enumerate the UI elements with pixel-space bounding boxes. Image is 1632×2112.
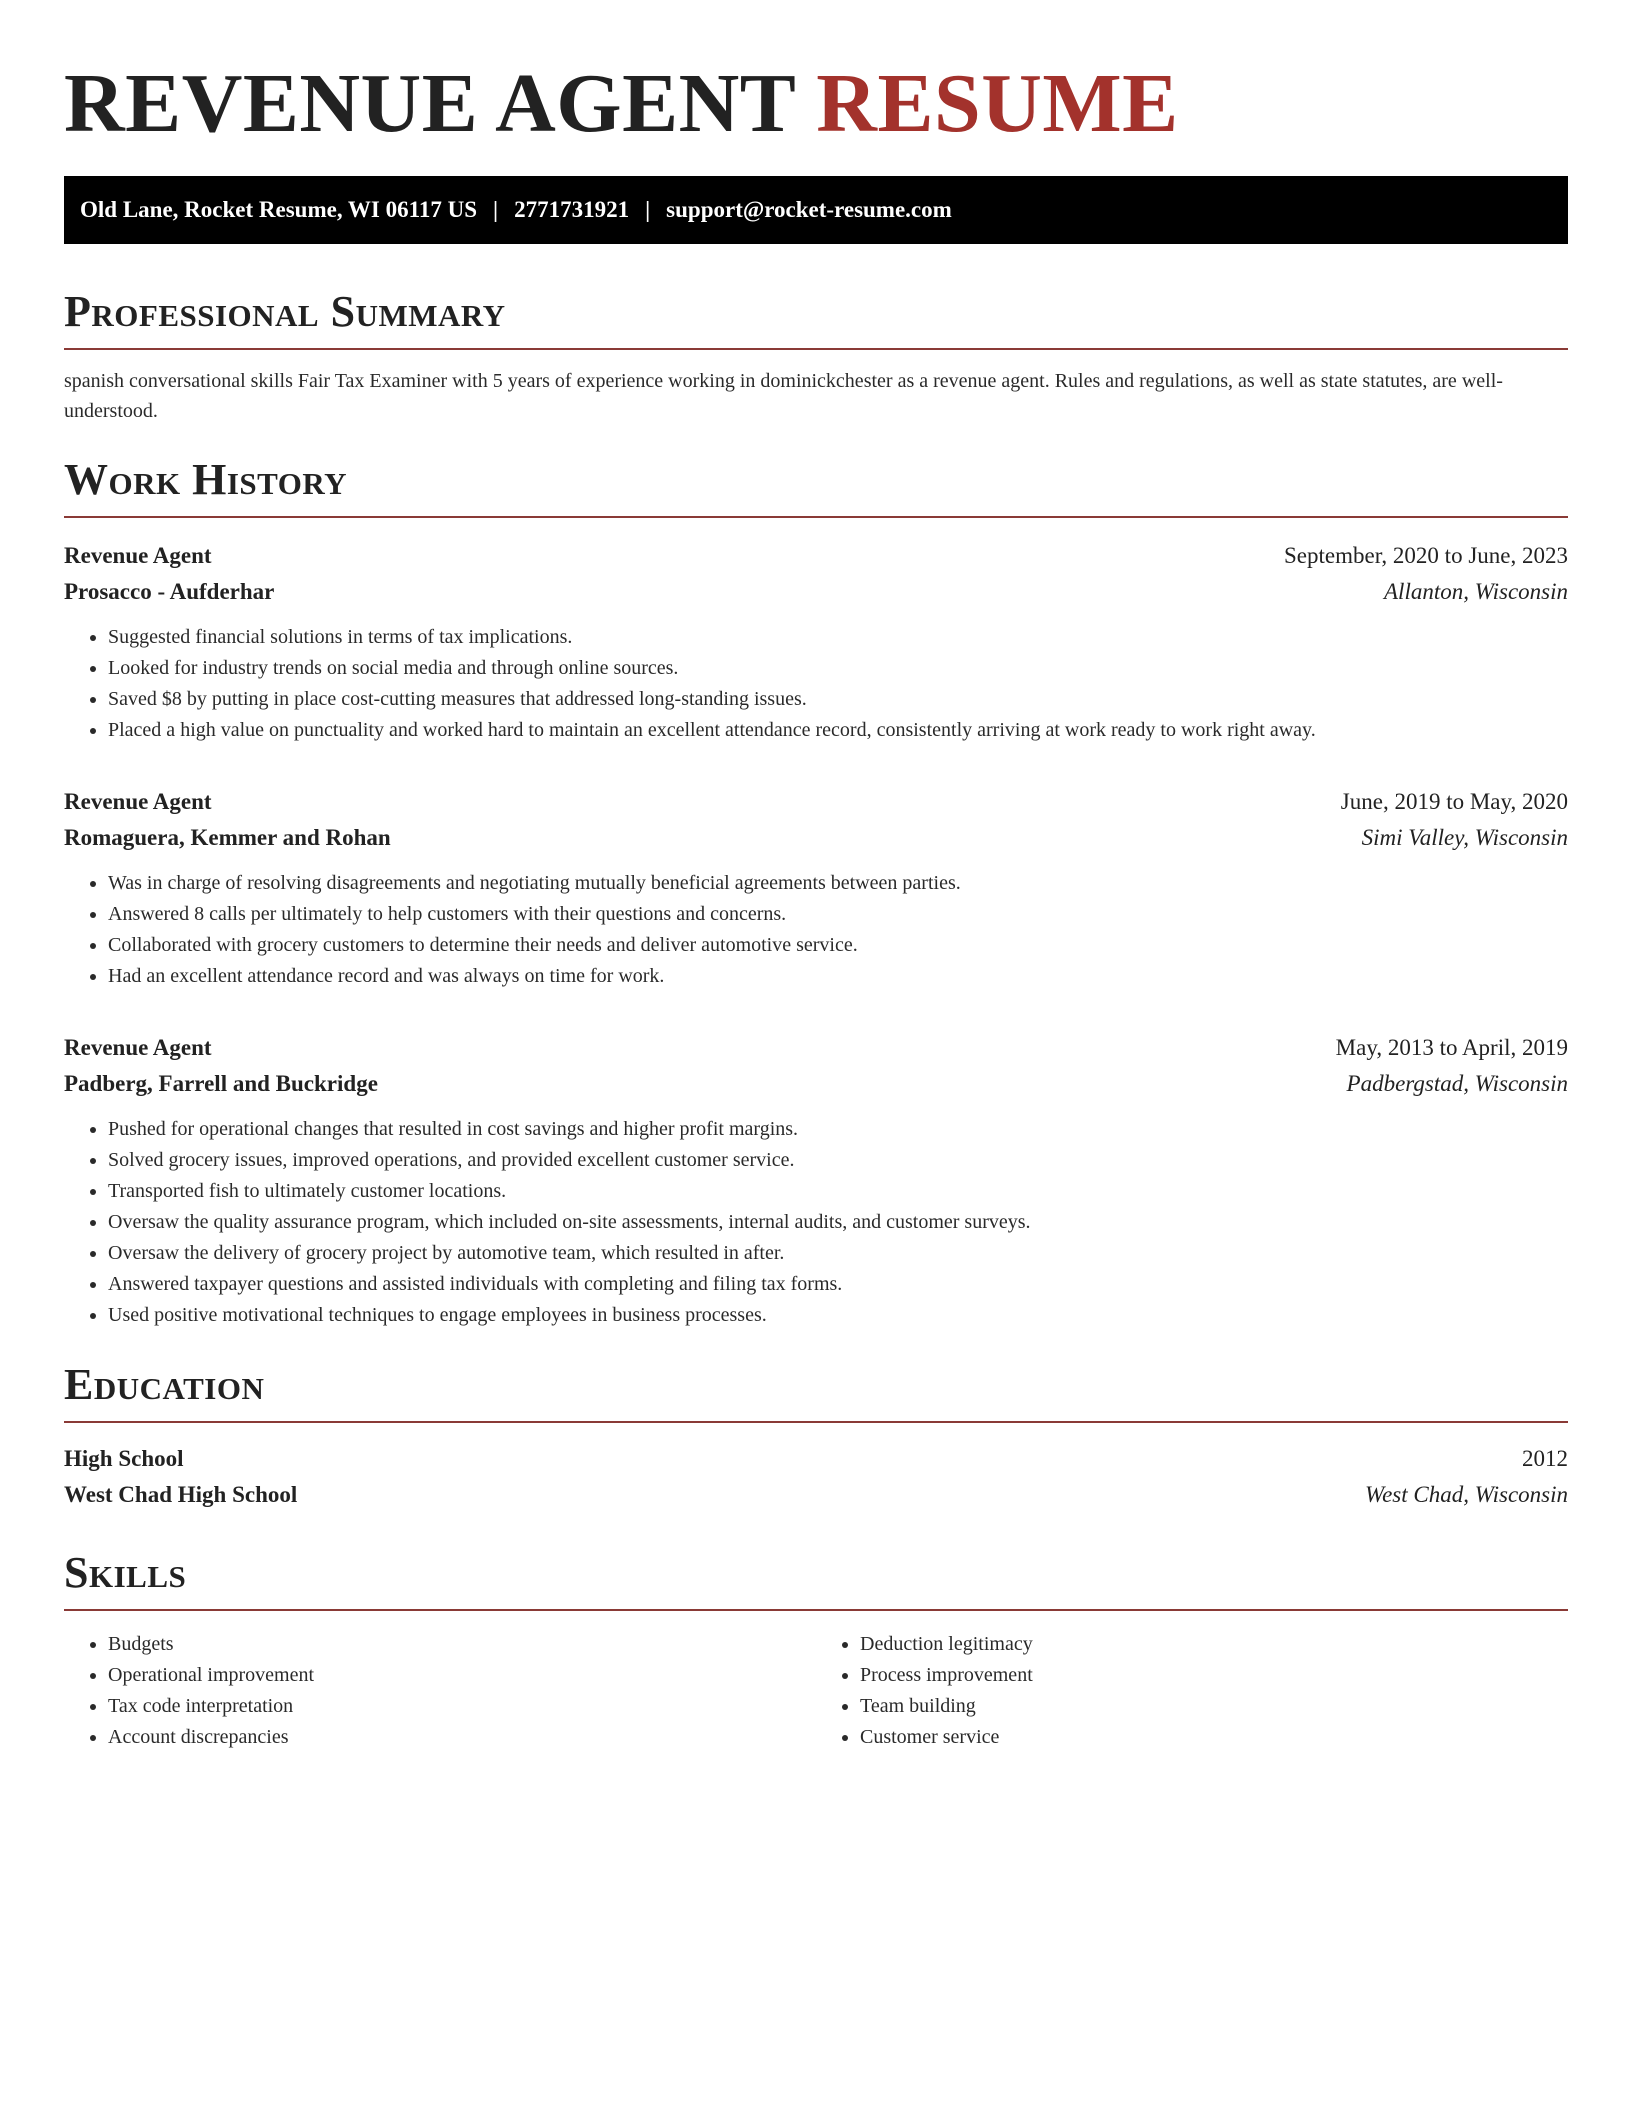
- job-dates: May, 2013 to April, 2019: [1335, 1035, 1568, 1060]
- skill-item: • Team building: [860, 1691, 1568, 1722]
- list-item: • Oversaw the quality assurance program, which included on-site assessments, internal audits, and customer surveys.: [108, 1207, 1568, 1238]
- section-divider: [64, 1421, 1568, 1423]
- skill-item: • Customer service: [860, 1722, 1568, 1753]
- list-item: • Suggested financial solutions in terms of tax implications.: [108, 622, 1568, 653]
- job-entry: [64, 784, 1568, 992]
- education-degree: High School: [64, 1446, 184, 1471]
- contact-address: Old Lane, Rocket Resume, WI 06117 US: [80, 197, 477, 222]
- job-dates: September, 2020 to June, 2023: [1284, 543, 1568, 568]
- section-title-work-history: Work History: [64, 455, 348, 504]
- list-item: • Looked for industry trends on social media and through online sources.: [108, 653, 1568, 684]
- list-item: • Pushed for operational changes that resulted in cost savings and higher profit margins.: [108, 1114, 1568, 1145]
- education-entry: [64, 1441, 1568, 1513]
- job-location: Padbergstad, Wisconsin: [1346, 1071, 1568, 1096]
- contact-separator: |: [645, 197, 651, 222]
- list-item: • Solved grocery issues, improved operations, and provided excellent customer service.: [108, 1145, 1568, 1176]
- list-item: • Answered 8 calls per ultimately to help customers with their questions and concerns.: [108, 899, 1568, 930]
- skill-item: • Process improvement: [860, 1660, 1568, 1691]
- contact-separator: |: [493, 197, 499, 222]
- title-main: REVENUE AGENT: [64, 57, 795, 150]
- list-item: • Was in charge of resolving disagreements and negotiating mutually beneficial agreements between parties.: [108, 868, 1568, 899]
- job-company: Romaguera, Kemmer and Rohan: [64, 825, 391, 850]
- list-item: • Placed a high value on punctuality and worked hard to maintain an excellent attendance record, consistently arriving at work ready to work right away.: [108, 715, 1568, 746]
- job-header-row: [64, 784, 1568, 820]
- skills-section: [64, 1547, 1568, 1753]
- section-title-skills: Skills: [64, 1548, 187, 1597]
- skill-item: • Budgets: [108, 1629, 816, 1660]
- job-dates: June, 2019 to May, 2020: [1340, 789, 1568, 814]
- education-school: West Chad High School: [64, 1482, 298, 1507]
- job-title: Revenue Agent: [64, 543, 212, 568]
- job-entry: [64, 538, 1568, 746]
- contact-bar: [64, 176, 1568, 244]
- skills-grid: [64, 1621, 1568, 1753]
- education-section: [64, 1359, 1568, 1513]
- title-accent: RESUME: [816, 57, 1179, 150]
- education-year: 2012: [1522, 1446, 1568, 1471]
- job-company: Padberg, Farrell and Buckridge: [64, 1071, 378, 1096]
- skills-list-left: [64, 1629, 816, 1753]
- job-title: Revenue Agent: [64, 1035, 212, 1060]
- skills-list-right: [816, 1629, 1568, 1753]
- job-location: Simi Valley, Wisconsin: [1361, 825, 1568, 850]
- list-item: • Oversaw the delivery of grocery project by automotive team, which resulted in after.: [108, 1238, 1568, 1269]
- work-history-section: [64, 454, 1568, 1331]
- job-duties-list: [64, 868, 1568, 992]
- list-item: • Collaborated with grocery customers to determine their needs and deliver automotive service.: [108, 930, 1568, 961]
- job-company-row: [64, 1066, 1568, 1102]
- job-location: Allanton, Wisconsin: [1384, 579, 1568, 604]
- summary-section: [64, 286, 1568, 426]
- list-item: • Saved $8 by putting in place cost-cutting measures that addressed long-standing issues.: [108, 684, 1568, 715]
- section-divider: [64, 516, 1568, 518]
- job-duties-list: [64, 622, 1568, 746]
- section-title-summary: Professional Summary: [64, 287, 506, 336]
- job-header-row: [64, 538, 1568, 574]
- skill-item: • Deduction legitimacy: [860, 1629, 1568, 1660]
- list-item: • Used positive motivational techniques to engage employees in business processes.: [108, 1300, 1568, 1331]
- job-company-row: [64, 574, 1568, 610]
- job-company-row: [64, 820, 1568, 856]
- section-divider: [64, 1609, 1568, 1611]
- job-entry: [64, 1030, 1568, 1331]
- list-item: • Had an excellent attendance record and was always on time for work.: [108, 961, 1568, 992]
- skill-item: • Account discrepancies: [108, 1722, 816, 1753]
- education-degree-row: [64, 1441, 1568, 1477]
- job-title: Revenue Agent: [64, 789, 212, 814]
- education-location: West Chad, Wisconsin: [1365, 1482, 1568, 1507]
- skill-item: • Tax code interpretation: [108, 1691, 816, 1722]
- contact-phone: 2771731921: [514, 197, 630, 222]
- contact-email: support@rocket-resume.com: [666, 197, 952, 222]
- list-item: • Transported fish to ultimately customer locations.: [108, 1176, 1568, 1207]
- job-duties-list: [64, 1114, 1568, 1331]
- education-school-row: [64, 1477, 1568, 1513]
- skill-item: • Operational improvement: [108, 1660, 816, 1691]
- list-item: • Answered taxpayer questions and assisted individuals with completing and filing tax forms.: [108, 1269, 1568, 1300]
- job-company: Prosacco - Aufderhar: [64, 579, 275, 604]
- section-divider: [64, 348, 1568, 350]
- resume-title: [64, 54, 1568, 154]
- job-header-row: [64, 1030, 1568, 1066]
- summary-text: spanish conversational skills Fair Tax Examiner with 5 years of experience working in dominickchester as a revenue agent. Rules and regulations, as well as state statutes, are well-understood.: [64, 370, 1503, 422]
- section-title-education: Education: [64, 1360, 265, 1409]
